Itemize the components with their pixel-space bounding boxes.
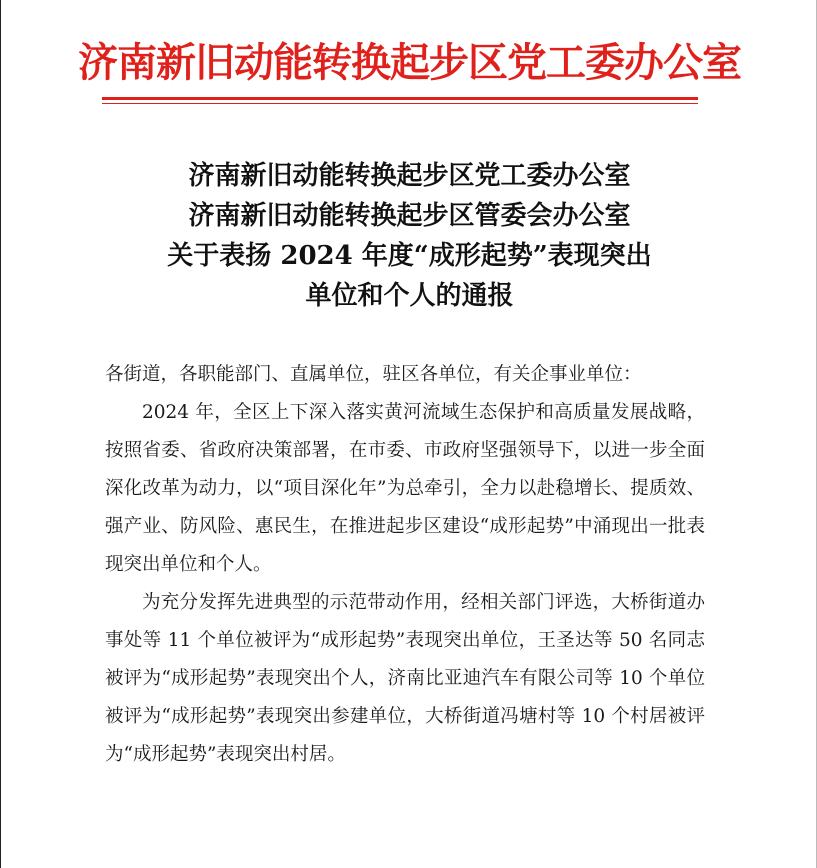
title-line-3: 关于表扬 2024 年度“成形起势”表现突出 [167, 241, 652, 271]
salutation: 各街道，各职能部门、直属单位，驻区各单位，有关企事业单位： [105, 364, 642, 385]
title-line-4: 单位和个人的通报 [305, 281, 514, 311]
title-line-1: 济南新旧动能转换起步区党工委办公室 [188, 161, 631, 191]
title-line-2: 济南新旧动能转换起步区管委会办公室 [188, 201, 631, 231]
masthead-red-rule-thin [102, 103, 698, 104]
masthead-red-rule-thick [102, 97, 698, 100]
document-body [105, 356, 705, 774]
document-title [1, 156, 817, 316]
body-paragraph-2: 为充分发挥先进典型的示范带动作用，经相关部门评选，大桥街道办事处等 11 个单位被评为“成形起势”表现突出单位，王圣达等 50 名同志被评为“成形起势”表现突出个人，济南比亚迪汽车有限公司等 10 个单位被评为“成形起势”表现突出参建单位，大桥街道冯塘村等 10 个村居被评为“成形起势”表现突出村居。 [105, 592, 705, 765]
body-paragraph-1: 2024 年，全区上下深入落实黄河流域生态保护和高质量发展战略，按照省委、省政府决策部署，在市委、市政府坚强领导下，以进一步全面深化改革为动力，以“项目深化年”为总牵引，全力以赴稳增长、提质效、强产业、防风险、惠民生，在推进起步区建设“成形起势”中涌现出一批表现突出单位和个人。 [105, 402, 705, 575]
red-masthead-title: 济南新旧动能转换起步区党工委办公室 [78, 39, 741, 86]
